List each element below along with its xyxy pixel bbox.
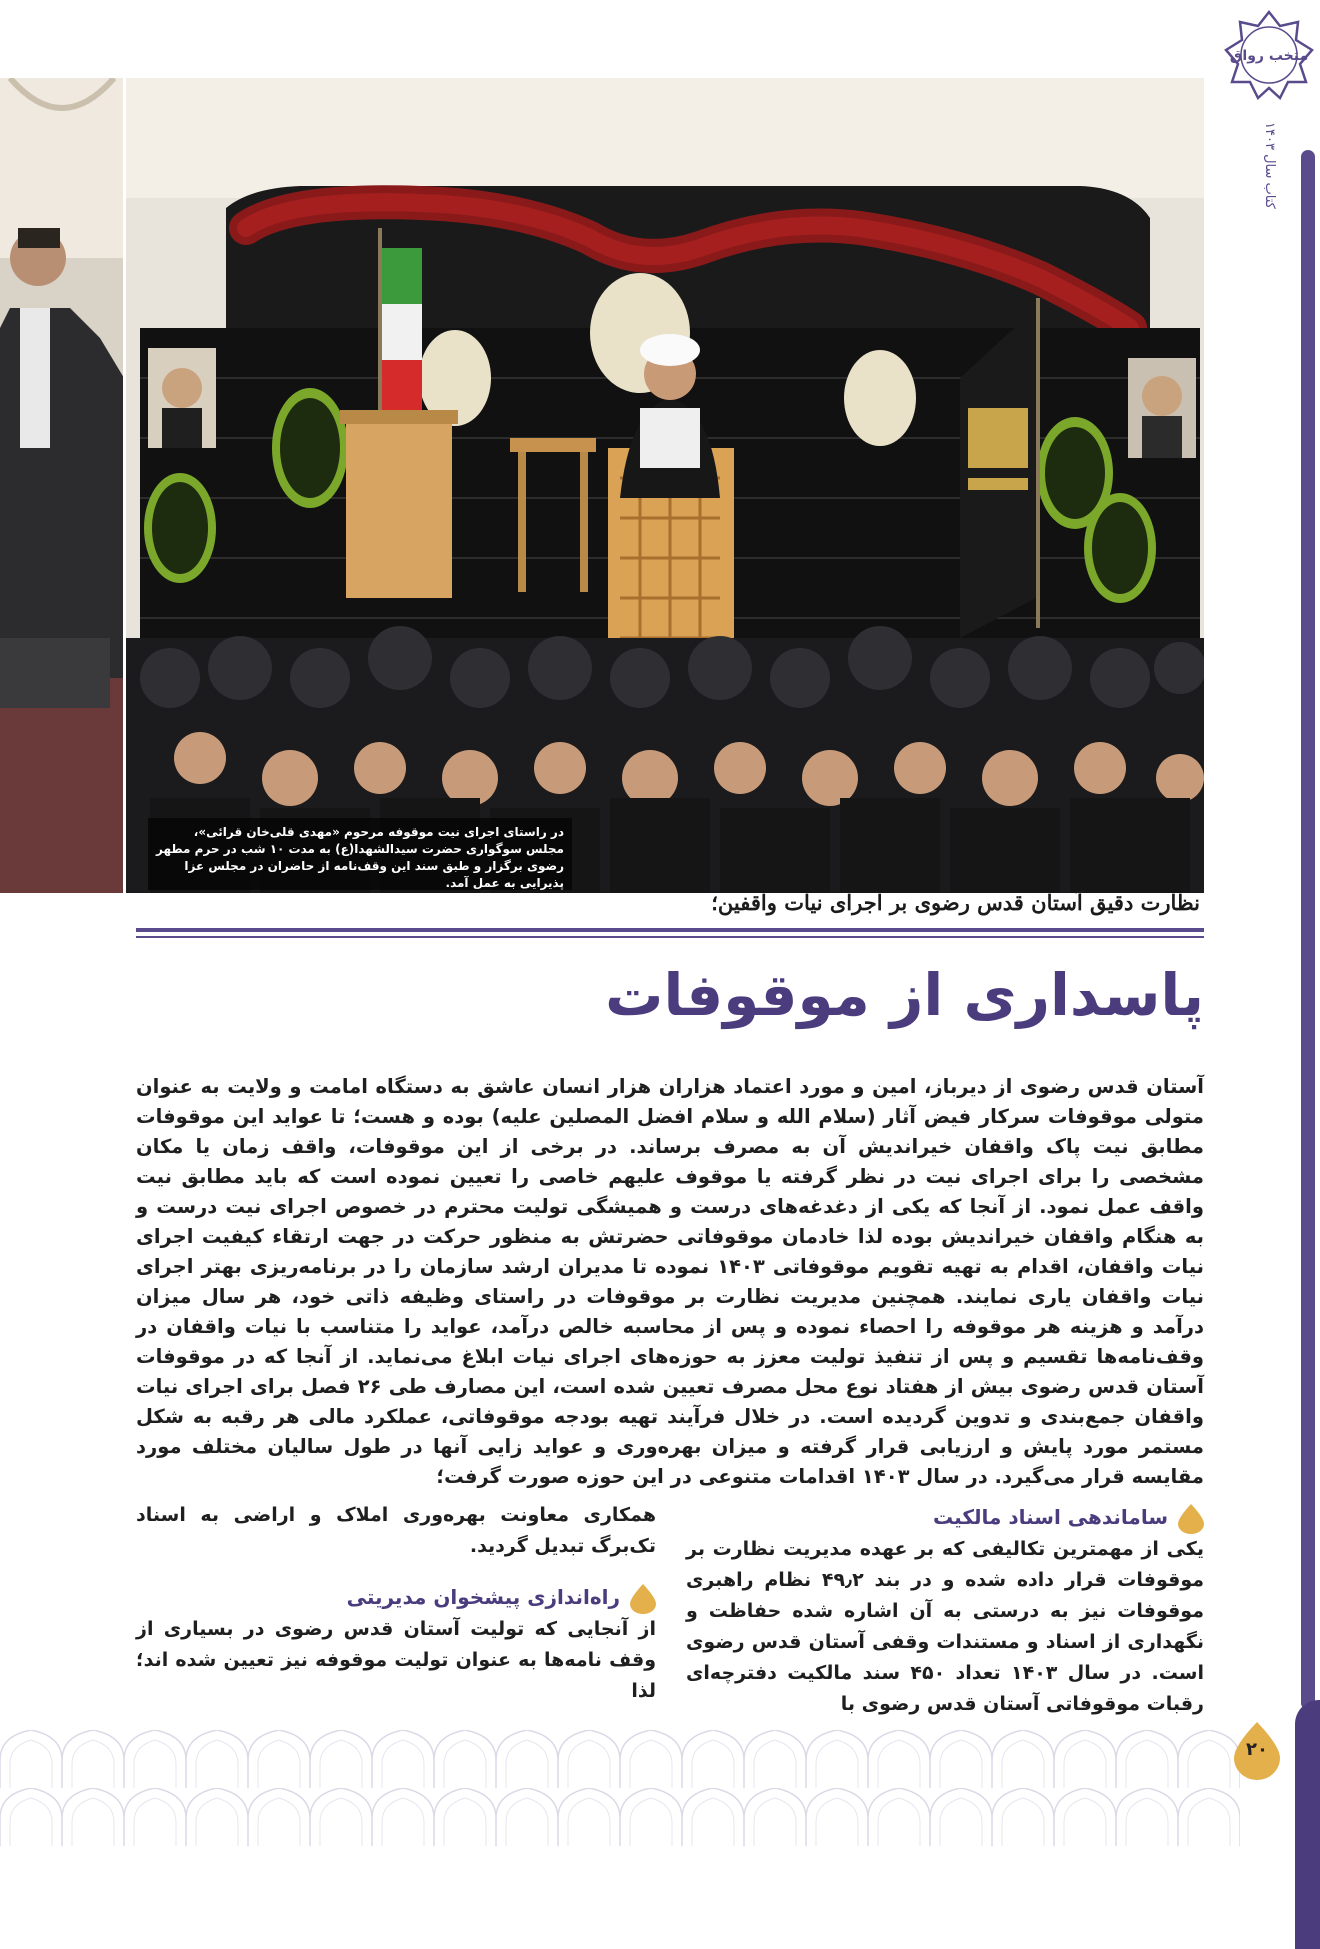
side-bar-bottom (1295, 1700, 1320, 1949)
column-left (136, 1500, 656, 1720)
column-right (686, 1500, 1204, 1720)
photo-caption: در راستای اجرای نیت موقوفه مرحوم «مهدی قلی‌خان قرائی»، مجلس سوگواری حضرت سیدالشهدا(ع) به مدت ۱۰ شب در حرم مطهر رضوی برگزار و طبق سند این وقف‌نامه از حاضران در مجلس عزا پذیرایی به عمل آمد. (148, 818, 572, 890)
svg-text:متخب رواق: متخب رواق (1229, 48, 1309, 64)
publication-logo (1222, 8, 1316, 102)
drop-bullet-icon (630, 1584, 656, 1614)
article-intro: آستان قدس رضوی از دیرباز، امین و مورد اعتماد هزاران هزار انسان عاشق به دستگاه امامت و ولایت به عنوان متولی موقوفات سرکار فیض آثار (سلام الله و سلام افضل المصلین علیه) بوده و هست؛ تا عواید این موقوفات مطابق نیت پاک واقفان خیراندیش آن به مصرف برساند. در برخی از این موقوفات، واقف زمان یا مکان مشخصی را برای اجرای نیت در نظر گرفته یا موقوف علیهم خاصی را تعیین نموده است که باید مطابق نیت واقف عمل نمود. از آنجا که یکی از دغدغه‌های درست و همیشگی تولیت محترم در خصوص اجرای نیت درست و به هنگام واقفان خیراندیش بوده لذا خادمان موقوفاتی حضرتش به منظور حرکت در جهت ارتقاء کیفیت اجرای نیات واقفان، اقدام به تهیه تقویم موقوفاتی ۱۴۰۳ نموده تا مدیران ارشد سازمان را در برنامه‌ریزی بهتر اجرای نیات واقفان یاری نمایند. همچنین مدیریت نظارت بر موقوفات در راستای وظیفه ذاتی خود، هر سال میزان درآمد و هزینه هر موقوفه را احصاء نموده و پس از محاسبه خالص درآمد، عواید را متناسب با نیات واقفان در وقف‌نامه‌ها تقسیم و پس از تنفیذ تولیت معزز به حوزه‌های اجرای نیات ابلاغ می‌نماید. از آنجا که در موقوفات آستان قدس رضوی بیش از هفتاد نوع محل مصرف تعیین شده است، این مصارف طی ۲۶ فصل برای اجرای نیات واقفان جمع‌بندی و تدوین گردیده است. در خلال فرآیند تهیه بودجه موقوفاتی، عملکرد مالی هر رقبه به شکل مستمر مورد پایش و ارزیابی قرار گرفته و میزان بهره‌وری و عواید زایی آنها در طول سالیان مختلف مورد مقایسه قرار می‌گیرد. در سال ۱۴۰۳ اقدامات متنوعی در این حوزه صورت گرفت؛ (136, 1075, 1204, 1488)
section-text-deeds: یکی از مهمترین تکالیفی که بر عهده مدیریت نظارت بر موقوفات قرار داده شده و در بند ۴۹٫۲ نظام راهبری موقوفات نیز به درستی به آن اشاره شده حفاظت و نگهداری از اسناد و مستندات وقفی آستان قدس رضوی است. در سال ۱۴۰۳ تعداد ۴۵۰ سند مالکیت دفترچه‌ای رقبات موقوفاتی آستان قدس رضوی با (686, 1538, 1205, 1715)
divider-thick (136, 928, 1204, 932)
section-heading-deeds (686, 1500, 1204, 1534)
page-number: ۲۰ (1246, 1739, 1268, 1760)
side-decor-strip (1295, 0, 1320, 1949)
yearbook-label: کتاب سال ۱۴۰۳ (1262, 121, 1277, 209)
section-heading-desk (136, 1580, 656, 1614)
ceremony-photo (0, 78, 1204, 893)
drop-bullet-icon (1178, 1504, 1204, 1534)
divider-thin (136, 936, 1204, 938)
page-number-badge (1234, 1722, 1280, 1780)
section-heading-text: راه‌اندازی پیشخوان مدیریتی (346, 1585, 620, 1609)
article-title: پاسداری از موقوفات (605, 961, 1204, 1029)
side-bar (1301, 150, 1315, 1710)
section-text-desk: از آنجایی که تولیت آستان قدس رضوی در بسیاری از وقف نامه‌ها به عنوان تولیت موقوفه نیز تعیین شده اند؛ لذا (136, 1618, 656, 1702)
logo-emblem-icon (1222, 8, 1316, 102)
footer-pattern (0, 1730, 1240, 1846)
section-heading-text: ساماندهی اسناد مالکیت (933, 1505, 1168, 1529)
section-text-deeds-cont: همکاری معاونت بهره‌وری املاک و اراضی به اسناد تک‌برگ تبدیل گردید. (136, 1504, 656, 1557)
article-kicker: نظارت دقیق آستان قدس رضوی بر اجرای نیات واقفین؛ (711, 890, 1200, 915)
